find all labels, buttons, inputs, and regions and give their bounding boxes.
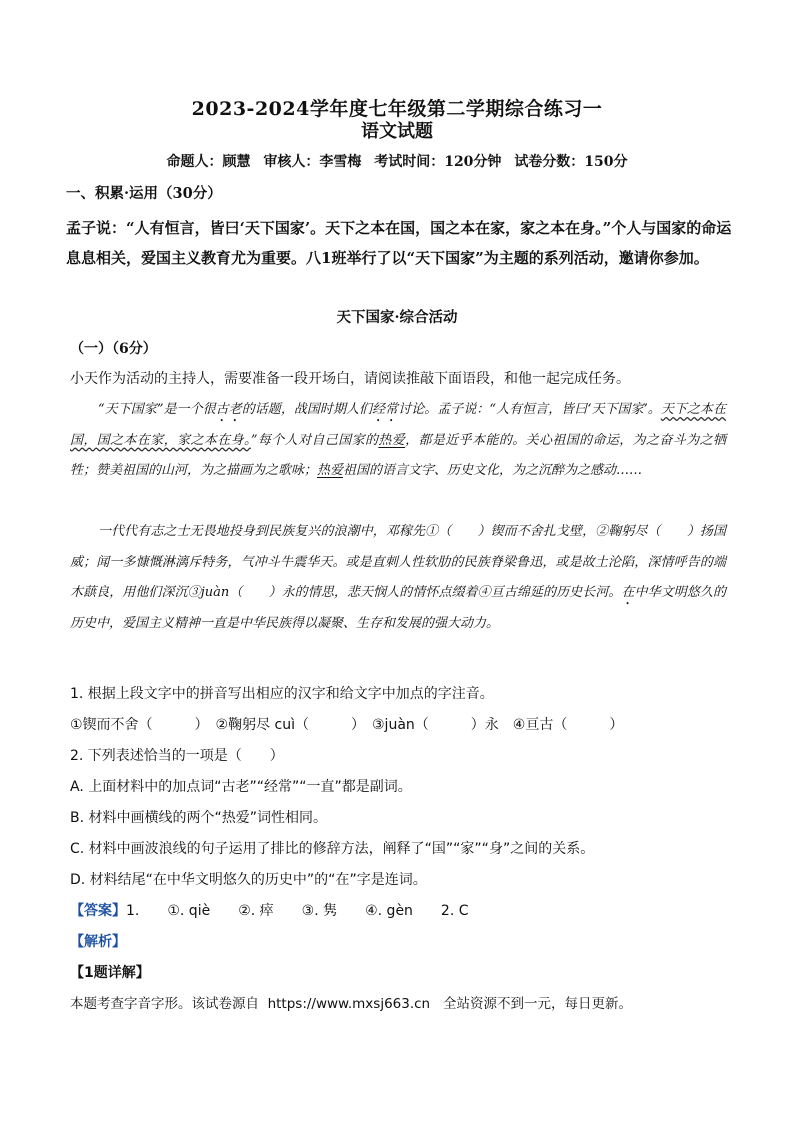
- author: 命题人：顾慧: [166, 154, 251, 170]
- exam-time: 考试时间：120分钟: [374, 154, 502, 170]
- exam-subtitle: 语文试题: [361, 121, 433, 142]
- option-c: C. 材料中画波浪线的句子运用了排比的修辞方法，阐释了“国”“家”“身”之间的关系。: [70, 841, 595, 857]
- dotted-word: 经常: [372, 402, 399, 417]
- text: ，都是近乎本能的。关心祖国的命运，为之奋斗为之牺牲；赞美祖国的山河，为之描画为之歌咏；: [70, 432, 726, 478]
- part-heading: （一）（6分）: [70, 341, 157, 357]
- text: 讨论。孟子说：“人有恒言，皆曰‘天下国家’。: [398, 402, 661, 417]
- question-1: 1. 根据上段文字中的拼音写出相应的汉字和给文字中加点的字注音。: [70, 686, 494, 702]
- dotted-word: 古老: [215, 402, 242, 417]
- footer-note: 本题考查字音字形。该试卷源自 https://www.mxsj663.cn 全站资源不到一元，每日更新。: [70, 996, 632, 1012]
- text: 中华文明悠久的历史中，爱国主义精神一直是中华民族得以凝聚、生存和发展的强大动力。: [70, 585, 726, 631]
- text: “天下国家”是一个很: [98, 402, 216, 417]
- activity-title: 天下国家·综合活动: [336, 309, 458, 326]
- text: 的话题，战国时期人们: [241, 402, 373, 417]
- passage-paragraph-1: [70, 395, 726, 487]
- answer-content: 1. ①. qiè ②. 瘁 ③. 隽 ④. gèn 2. C: [126, 903, 469, 919]
- dotted-word: 在: [621, 585, 635, 600]
- section-heading: 一、积累·运用（30分）: [66, 185, 222, 202]
- exam-score: 试卷分数：150分: [514, 154, 628, 170]
- text: 一代代有志之士无畏地投身到民族复兴的浪潮中，邓稼先①（ ）锲而不舍扎戈壁，②鞠躬尽（ ）扬国威；闻一多慷慨淋漓斥特务，气冲斗牛震华天。或是直刺人性软肋的民族脊梁鲁迅，或是故土沦陷，深情呼告的端木蕻良，用他们深沉③juàn（ ）永的情思，悲天悯人的情怀点缀着④亘古绵延的历史长河。: [70, 524, 726, 600]
- exam-title: 2023-2024学年度七年级第二学期综合练习一: [191, 98, 603, 120]
- passage-paragraph-2: [70, 517, 726, 639]
- exam-meta: [0, 151, 794, 171]
- underlined-word: 热爱: [317, 463, 344, 478]
- question-1-items: ①锲而不舍（ ） ②鞠躬尽 cuì（ ） ③juàn（ ）永 ④亘古（ ）: [70, 717, 624, 733]
- section-intro: 孟子说：“人有恒言，皆曰‘天下国家’。天下之本在国，国之本在家，家之本在身。”个人与国家的命运息息相关，爱国主义教育尤为重要。八1班举行了以“天下国家”为主题的系列活动，邀请你参加。: [66, 219, 732, 267]
- option-d: D. 材料结尾“在中华文明悠久的历史中”的“在”字是连词。: [70, 872, 427, 888]
- task-instruction: 小天作为活动的主持人，需要准备一段开场白，请阅读推敲下面语段，和他一起完成任务。: [70, 371, 630, 387]
- detail-label: 【1题详解】: [70, 965, 150, 981]
- question-2: 2. 下列表述恰当的一项是（ ）: [70, 748, 284, 764]
- answer-line: [70, 900, 469, 920]
- reviewer: 审核人：李雪梅: [263, 154, 362, 170]
- answer-label: 【答案】: [70, 903, 126, 919]
- underlined-word: 热爱: [378, 432, 406, 448]
- option-b: B. 材料中画横线的两个“热爱”词性相同。: [70, 810, 328, 826]
- wavy-underlined-sentence: 天下之本在国，国之本在家，家之本在身。: [70, 402, 726, 448]
- analysis-label: 【解析】: [70, 934, 126, 950]
- option-a: A. 上面材料中的加点词“古老”“经常”“一直”都是副词。: [70, 779, 412, 795]
- text: 祖国的语言文字、历史文化，为之沉醉为之感动……: [343, 463, 643, 478]
- text: ”每个人对自己国家的: [250, 432, 379, 448]
